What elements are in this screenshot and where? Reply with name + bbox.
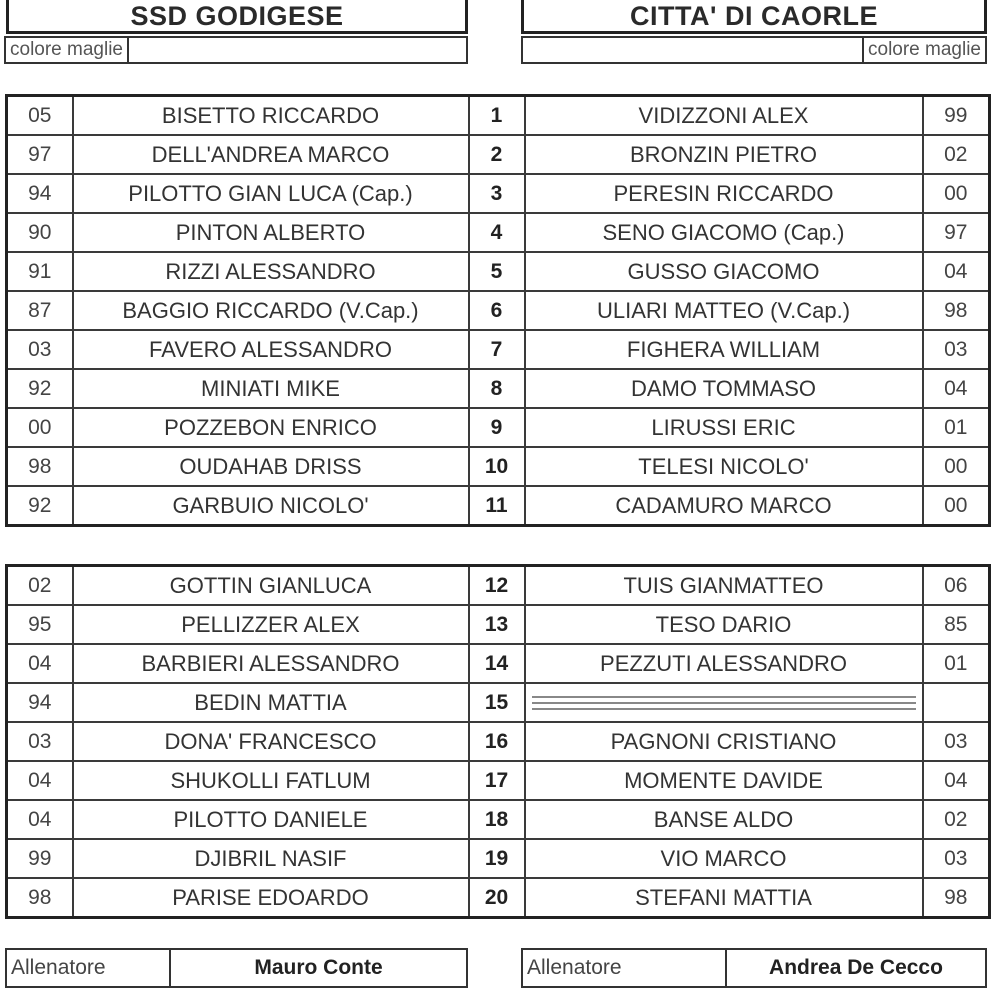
home-player-name: SHUKOLLI FATLUM (73, 761, 469, 800)
away-player-birth-year: 03 (923, 330, 990, 369)
away-player-name: PAGNONI CRISTIANO (525, 722, 923, 761)
home-player-name: RIZZI ALESSANDRO (73, 252, 469, 291)
home-shirt-color-row (4, 36, 468, 64)
away-player-name: SENO GIACOMO (Cap.) (525, 213, 923, 252)
shirt-number: 14 (469, 644, 525, 683)
home-player-birth-year: 04 (7, 644, 73, 683)
away-player-name: TUIS GIANMATTEO (525, 566, 923, 606)
home-player-birth-year: 94 (7, 683, 73, 722)
away-player-name: STEFANI MATTIA (525, 878, 923, 918)
home-coach-box (5, 948, 468, 988)
shirt-number: 1 (469, 96, 525, 136)
starters-row (7, 96, 990, 136)
empty-slot-lines (532, 696, 916, 710)
shirt-number: 4 (469, 213, 525, 252)
away-player-name: BANSE ALDO (525, 800, 923, 839)
home-player-birth-year: 04 (7, 800, 73, 839)
away-player-name: FIGHERA WILLIAM (525, 330, 923, 369)
substitutes-table (5, 564, 991, 919)
shirt-number: 3 (469, 174, 525, 213)
away-player-name: DAMO TOMMASO (525, 369, 923, 408)
shirt-number: 20 (469, 878, 525, 918)
away-player-name: PEZZUTI ALESSANDRO (525, 644, 923, 683)
away-coach-box (521, 948, 987, 988)
subs-row (7, 761, 990, 800)
home-player-birth-year: 91 (7, 252, 73, 291)
away-player-birth-year: 98 (923, 878, 990, 918)
away-player-birth-year: 01 (923, 408, 990, 447)
home-player-name: OUDAHAB DRISS (73, 447, 469, 486)
home-player-name: GARBUIO NICOLO' (73, 486, 469, 526)
away-team-name: CITTA' DI CAORLE (521, 0, 987, 34)
shirt-number: 7 (469, 330, 525, 369)
subs-row (7, 605, 990, 644)
home-player-name: DJIBRIL NASIF (73, 839, 469, 878)
home-player-name: PELLIZZER ALEX (73, 605, 469, 644)
starters-row (7, 330, 990, 369)
away-player-name: BRONZIN PIETRO (525, 135, 923, 174)
starters-row (7, 408, 990, 447)
away-player-birth-year: 03 (923, 839, 990, 878)
shirt-number: 19 (469, 839, 525, 878)
starters-row (7, 369, 990, 408)
away-player-name: TESO DARIO (525, 605, 923, 644)
home-player-name: BEDIN MATTIA (73, 683, 469, 722)
home-player-name: GOTTIN GIANLUCA (73, 566, 469, 606)
home-player-birth-year: 98 (7, 447, 73, 486)
home-player-birth-year: 03 (7, 330, 73, 369)
home-player-birth-year: 98 (7, 878, 73, 918)
away-shirt-color-label: colore maglie (862, 38, 985, 62)
subs-row (7, 683, 990, 722)
home-player-name: PILOTTO GIAN LUCA (Cap.) (73, 174, 469, 213)
away-player-birth-year: 06 (923, 566, 990, 606)
shirt-number: 16 (469, 722, 525, 761)
home-shirt-color-value (129, 38, 466, 62)
home-player-name: POZZEBON ENRICO (73, 408, 469, 447)
shirt-number: 11 (469, 486, 525, 526)
subs-row (7, 878, 990, 918)
away-player-birth-year: 02 (923, 800, 990, 839)
home-player-name: FAVERO ALESSANDRO (73, 330, 469, 369)
home-player-name: BAGGIO RICCARDO (V.Cap.) (73, 291, 469, 330)
shirt-number: 12 (469, 566, 525, 606)
home-player-birth-year: 97 (7, 135, 73, 174)
away-shirt-color-value (523, 38, 862, 62)
home-player-name: BARBIERI ALESSANDRO (73, 644, 469, 683)
starters-row (7, 174, 990, 213)
home-coach-label: Allenatore (7, 950, 171, 986)
away-coach-name: Andrea De Cecco (769, 956, 943, 979)
away-player-birth-year: 02 (923, 135, 990, 174)
home-player-name: MINIATI MIKE (73, 369, 469, 408)
home-player-name: PINTON ALBERTO (73, 213, 469, 252)
shirt-number: 9 (469, 408, 525, 447)
away-player-name: LIRUSSI ERIC (525, 408, 923, 447)
away-coach-label: Allenatore (523, 950, 727, 986)
home-player-birth-year: 94 (7, 174, 73, 213)
away-player-birth-year: 00 (923, 447, 990, 486)
home-shirt-color-label: colore maglie (6, 38, 129, 62)
away-player-name: MOMENTE DAVIDE (525, 761, 923, 800)
subs-row (7, 722, 990, 761)
away-shirt-color-row (521, 36, 987, 64)
away-player-name: CADAMURO MARCO (525, 486, 923, 526)
shirt-number: 8 (469, 369, 525, 408)
subs-row (7, 839, 990, 878)
shirt-number: 10 (469, 447, 525, 486)
home-team-name: SSD GODIGESE (6, 0, 468, 34)
away-player-birth-year (923, 683, 990, 722)
shirt-number: 15 (469, 683, 525, 722)
starters-row (7, 447, 990, 486)
home-player-birth-year: 00 (7, 408, 73, 447)
home-player-name: BISETTO RICCARDO (73, 96, 469, 136)
shirt-number: 13 (469, 605, 525, 644)
home-player-name: PILOTTO DANIELE (73, 800, 469, 839)
away-player-birth-year: 01 (923, 644, 990, 683)
shirt-number: 2 (469, 135, 525, 174)
starters-row (7, 291, 990, 330)
home-player-birth-year: 95 (7, 605, 73, 644)
subs-row (7, 644, 990, 683)
subs-row (7, 800, 990, 839)
away-player-name: VIO MARCO (525, 839, 923, 878)
shirt-number: 17 (469, 761, 525, 800)
home-player-birth-year: 92 (7, 369, 73, 408)
home-player-name: DELL'ANDREA MARCO (73, 135, 469, 174)
away-player-name (525, 683, 923, 722)
home-player-birth-year: 05 (7, 96, 73, 136)
home-player-birth-year: 87 (7, 291, 73, 330)
away-player-birth-year: 00 (923, 174, 990, 213)
away-player-birth-year: 04 (923, 252, 990, 291)
home-player-birth-year: 04 (7, 761, 73, 800)
home-player-birth-year: 90 (7, 213, 73, 252)
starters-row (7, 486, 990, 526)
shirt-number: 6 (469, 291, 525, 330)
away-player-birth-year: 98 (923, 291, 990, 330)
shirt-number: 5 (469, 252, 525, 291)
home-player-birth-year: 02 (7, 566, 73, 606)
away-player-birth-year: 97 (923, 213, 990, 252)
home-player-birth-year: 03 (7, 722, 73, 761)
away-player-name: TELESI NICOLO' (525, 447, 923, 486)
away-player-birth-year: 04 (923, 761, 990, 800)
away-player-name: PERESIN RICCARDO (525, 174, 923, 213)
away-player-birth-year: 99 (923, 96, 990, 136)
away-player-birth-year: 03 (923, 722, 990, 761)
home-coach-name: Mauro Conte (254, 956, 383, 979)
home-player-birth-year: 99 (7, 839, 73, 878)
home-player-birth-year: 92 (7, 486, 73, 526)
away-player-name: GUSSO GIACOMO (525, 252, 923, 291)
away-player-name: ULIARI MATTEO (V.Cap.) (525, 291, 923, 330)
starters-row (7, 252, 990, 291)
starters-row (7, 213, 990, 252)
starters-table (5, 94, 991, 527)
home-player-name: DONA' FRANCESCO (73, 722, 469, 761)
away-player-name: VIDIZZONI ALEX (525, 96, 923, 136)
away-player-birth-year: 04 (923, 369, 990, 408)
starters-row (7, 135, 990, 174)
subs-row (7, 566, 990, 606)
shirt-number: 18 (469, 800, 525, 839)
away-player-birth-year: 85 (923, 605, 990, 644)
away-player-birth-year: 00 (923, 486, 990, 526)
home-player-name: PARISE EDOARDO (73, 878, 469, 918)
